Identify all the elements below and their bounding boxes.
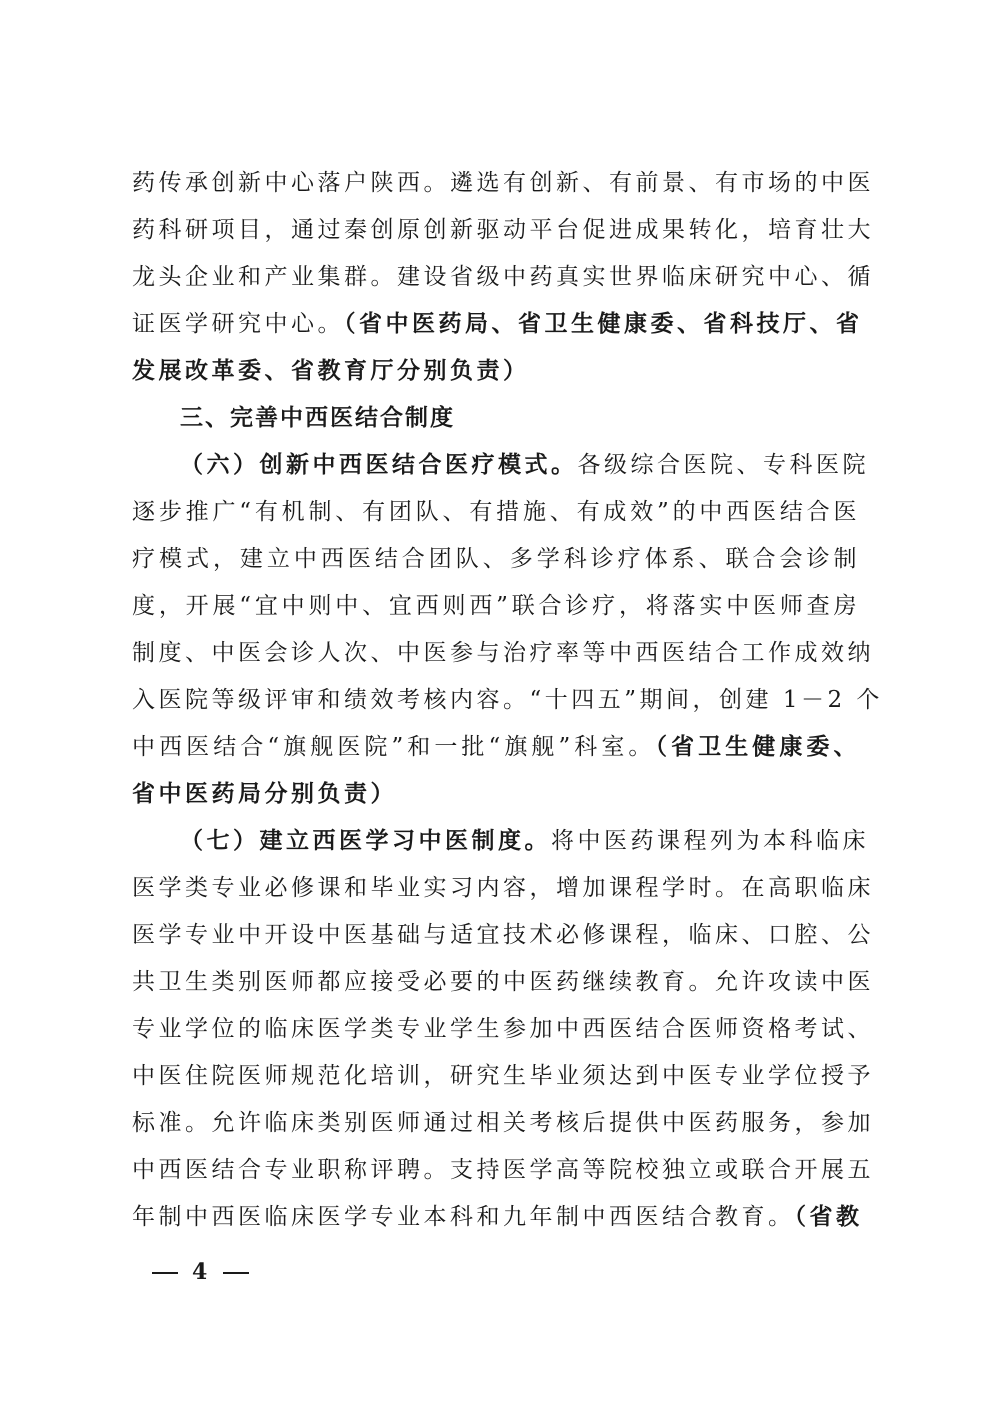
paragraph-line: 龙头企业和产业集群。建设省级中药真实世界临床研究中心、循 xyxy=(132,264,874,290)
paragraph-line xyxy=(132,301,863,348)
paragraph-line xyxy=(132,724,860,771)
paragraph-line: 专业学位的临床医学类专业学生参加中西医结合医师资格考试、 xyxy=(132,1016,874,1042)
paragraph-line: 逐步推广“有机制、有团队、有措施、有成效”的中西医结合医 xyxy=(132,499,860,525)
paragraph-line: 中医住院医师规范化培训，研究生毕业须达到中医专业学位授予 xyxy=(132,1063,874,1089)
paragraph-line: 药科研项目，通过秦创原创新驱动平台促进成果转化，培育壮大 xyxy=(132,217,874,243)
paragraph-line: 中西医结合专业职称评聘。支持医学高等院校独立或联合开展五 xyxy=(132,1157,874,1183)
footer-dash-left xyxy=(152,1272,178,1274)
page-number: 4 xyxy=(192,1259,210,1285)
responsible-departments: （省教 xyxy=(794,1204,863,1230)
paragraph-line xyxy=(132,818,869,865)
paragraph-line: 共卫生类别医师都应接受必要的中医药继续教育。允许攻读中医 xyxy=(132,969,874,995)
paragraph-text: 证医学研究中心。 xyxy=(132,311,344,337)
responsible-departments: 省中医药局分别负责） xyxy=(132,781,397,807)
responsible-departments: （省中医药局、省卫生健康委、省科技厅、省 xyxy=(344,311,863,337)
document-body xyxy=(132,160,883,1241)
paragraph-line: 度，开展“宜中则中、宜西则西”联合诊疗，将落实中医师查房 xyxy=(132,593,860,619)
item-title: （六）创新中西医结合医疗模式。 xyxy=(180,452,578,478)
paragraph-line: 疗模式，建立中西医结合团队、多学科诊疗体系、联合会诊制 xyxy=(132,546,860,572)
paragraph-text: 年制中西医临床医学专业本科和九年制中西医结合教育。 xyxy=(132,1204,795,1230)
paragraph-line: 药传承创新中心落户陕西。遴选有创新、有前景、有市场的中医 xyxy=(132,170,874,196)
paragraph-line: 入医院等级评审和绩效考核内容。“十四五”期间，创建 1－2 个 xyxy=(132,687,883,713)
paragraph-line xyxy=(132,442,869,489)
responsible-departments: 发展改革委、省教育厅分别负责） xyxy=(132,358,530,384)
page-footer xyxy=(152,1257,249,1288)
paragraph-line: 标准。允许临床类别医师通过相关考核后提供中医药服务，参加 xyxy=(132,1110,874,1136)
paragraph-text: 各级综合医院、专科医院 xyxy=(577,452,869,478)
paragraph-text: 将中医药课程列为本科临床 xyxy=(551,828,869,854)
paragraph-line: 医学类专业必修课和毕业实习内容，增加课程学时。在高职临床 xyxy=(132,875,874,901)
paragraph-text: 中西医结合“旗舰医院”和一批“旗舰”科室。 xyxy=(132,734,656,760)
section-heading: 三、完善中西医结合制度 xyxy=(180,405,455,431)
item-title: （七）建立西医学习中医制度。 xyxy=(180,828,551,854)
paragraph-line: 制度、中医会诊人次、中医参与治疗率等中西医结合工作成效纳 xyxy=(132,640,874,666)
footer-dash-right xyxy=(223,1272,249,1274)
paragraph-line xyxy=(132,1194,863,1241)
paragraph-line: 医学专业中开设中医基础与适宜技术必修课程，临床、口腔、公 xyxy=(132,922,874,948)
responsible-departments: （省卫生健康委、 xyxy=(655,734,860,760)
